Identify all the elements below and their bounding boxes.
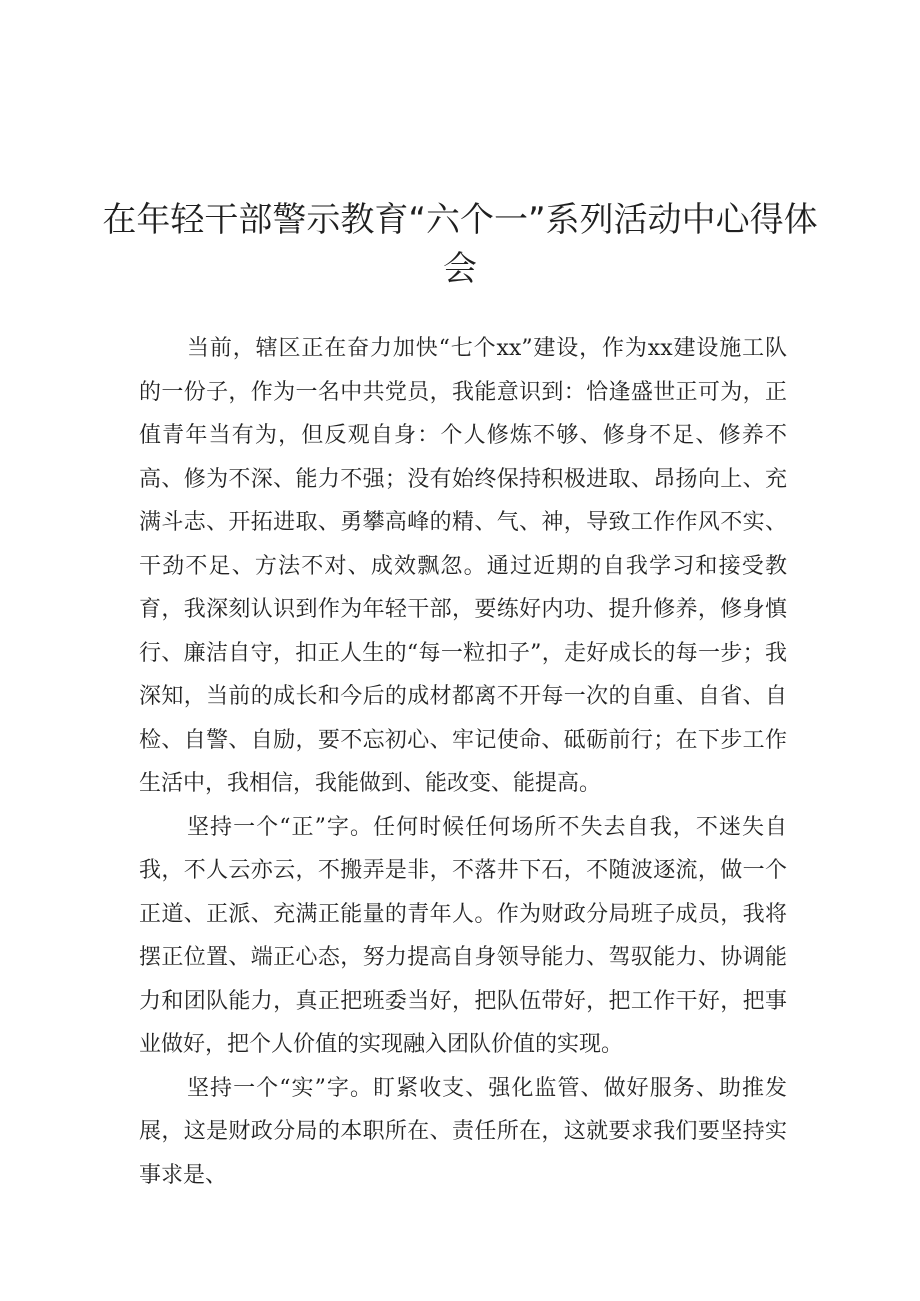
document-title: 在年轻干部警示教育“六个一”系列活动中心得体会	[102, 200, 818, 289]
paragraph-zheng: 坚持一个“正”字。任何时候任何场所不失去自我，不迷失自我，不人云亦云，不搬弄是非，不落井下石，不随波逐流，做一个正道、正派、充满正能量的青年人。作为财政分局班子成员，我将摆正位置、端正心态，努力提高自身领导能力、驾驭能力、协调能力和团队能力，真正把班委当好，把队伍带好，把工作干好，把事业做好，把个人价值的实现融入团队价值的实现。	[139, 814, 787, 1057]
paragraph-intro: 当前，辖区正在奋力加快“七个xx”建设，作为xx建设施工队的一份子，作为一名中共党员，我能意识到：恰逢盛世正可为，正值青年当有为，但反观自身：个人修炼不够、修身不足、修养不高、修为不深、能力不强；没有始终保持积极进取、昂扬向上、充满斗志、开拓进取、勇攀高峰的精、气、神，导致工作作风不实、干劲不足、方法不对、成效飘忽。通过近期的自我学习和接受教育，我深刻认识到作为年轻干部，要练好内功、提升修养，修身慎行、廉洁自守，扣正人生的“每一粒扣子”，走好成长的每一步；我深知，当前的成长和今后的成材都离不开每一次的自重、自省、自检、自警、自励，要不忘初心、牢记使命、砥砺前行；在下步工作生活中，我相信，我能做到、能改变、能提高。	[139, 336, 787, 796]
document-body	[139, 327, 787, 1197]
paragraph-shi: 坚持一个“实”字。盯紧收支、强化监管、做好服务、助推发展，这是财政分局的本职所在、责任所在，这就要求我们要坚持实事求是、	[139, 1075, 787, 1188]
